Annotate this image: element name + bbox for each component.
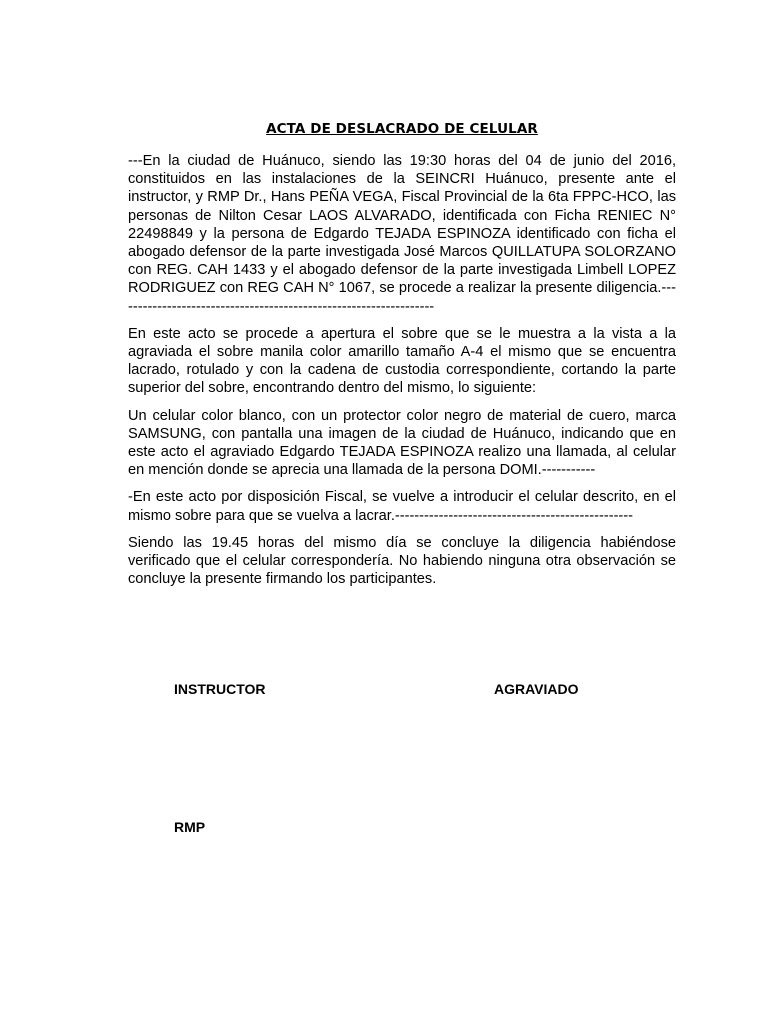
paragraph-celular: Un celular color blanco, con un protector color negro de material de cuero, marca SAMSUNG, con pantalla una imagen de la ciudad de Huánuco, indicando que en este acto el agraviado Edgardo TEJADA ESPINOZA realizo una llamada, al celular en mención donde se aprecia una llamada de la persona DOMI.----------- — [128, 407, 676, 479]
paragraph-apertura: En este acto se procede a apertura el sobre que se le muestra a la vista a la agraviada el sobre manila color amarillo tamaño A-4 el mismo que se encuentra lacrado, rotulado y con la cadena de custodia correspondiente, cortando la parte superior del sobre, encontrando dentro del mismo, lo siguiente: — [128, 325, 676, 397]
document-body — [128, 152, 676, 597]
paragraph-disposicion: -En este acto por disposición Fiscal, se vuelve a introducir el celular descrito, en el mismo sobre para que se vuelva a lacrar.------------------------------------------------- — [128, 489, 676, 524]
document-title: ACTA DE DESLACRADO DE CELULAR — [266, 121, 538, 137]
paragraph-opening: ---En la ciudad de Huánuco, siendo las 19:30 horas del 04 de junio del 2016, constituidos en las instalaciones de la SEINCRI Huánuco, presente ante el instructor, y RMP Dr., Hans PEÑA VEGA, Fiscal Provincial de la 6ta FPPC-HCO, las personas de Nilton Cesar LAOS ALVARADO, identificada con Ficha RENIEC N° 22498849 y la persona de Edgardo TEJADA ESPINOZA identificado con ficha el abogado defensor de la parte investigada José Marcos QUILLATUPA SOLORZANO con REG. CAH 1433 y el abogado defensor de la parte investigada Limbell LOPEZ RODRIGUEZ con REG CAH N° 1067, se procede a realizar la presente diligencia.------------------------------------------------------------------ — [128, 153, 676, 315]
signature-rmp: RMP — [174, 819, 206, 835]
signature-agraviado: AGRAVIADO — [494, 681, 579, 697]
signature-instructor: INSTRUCTOR — [174, 681, 266, 697]
paragraph-conclusion: Siendo las 19.45 horas del mismo día se concluye la diligencia habiéndose verificado que el celular correspondería. No habiendo ninguna otra observación se concluye la presente firmando los participantes. — [128, 534, 676, 588]
